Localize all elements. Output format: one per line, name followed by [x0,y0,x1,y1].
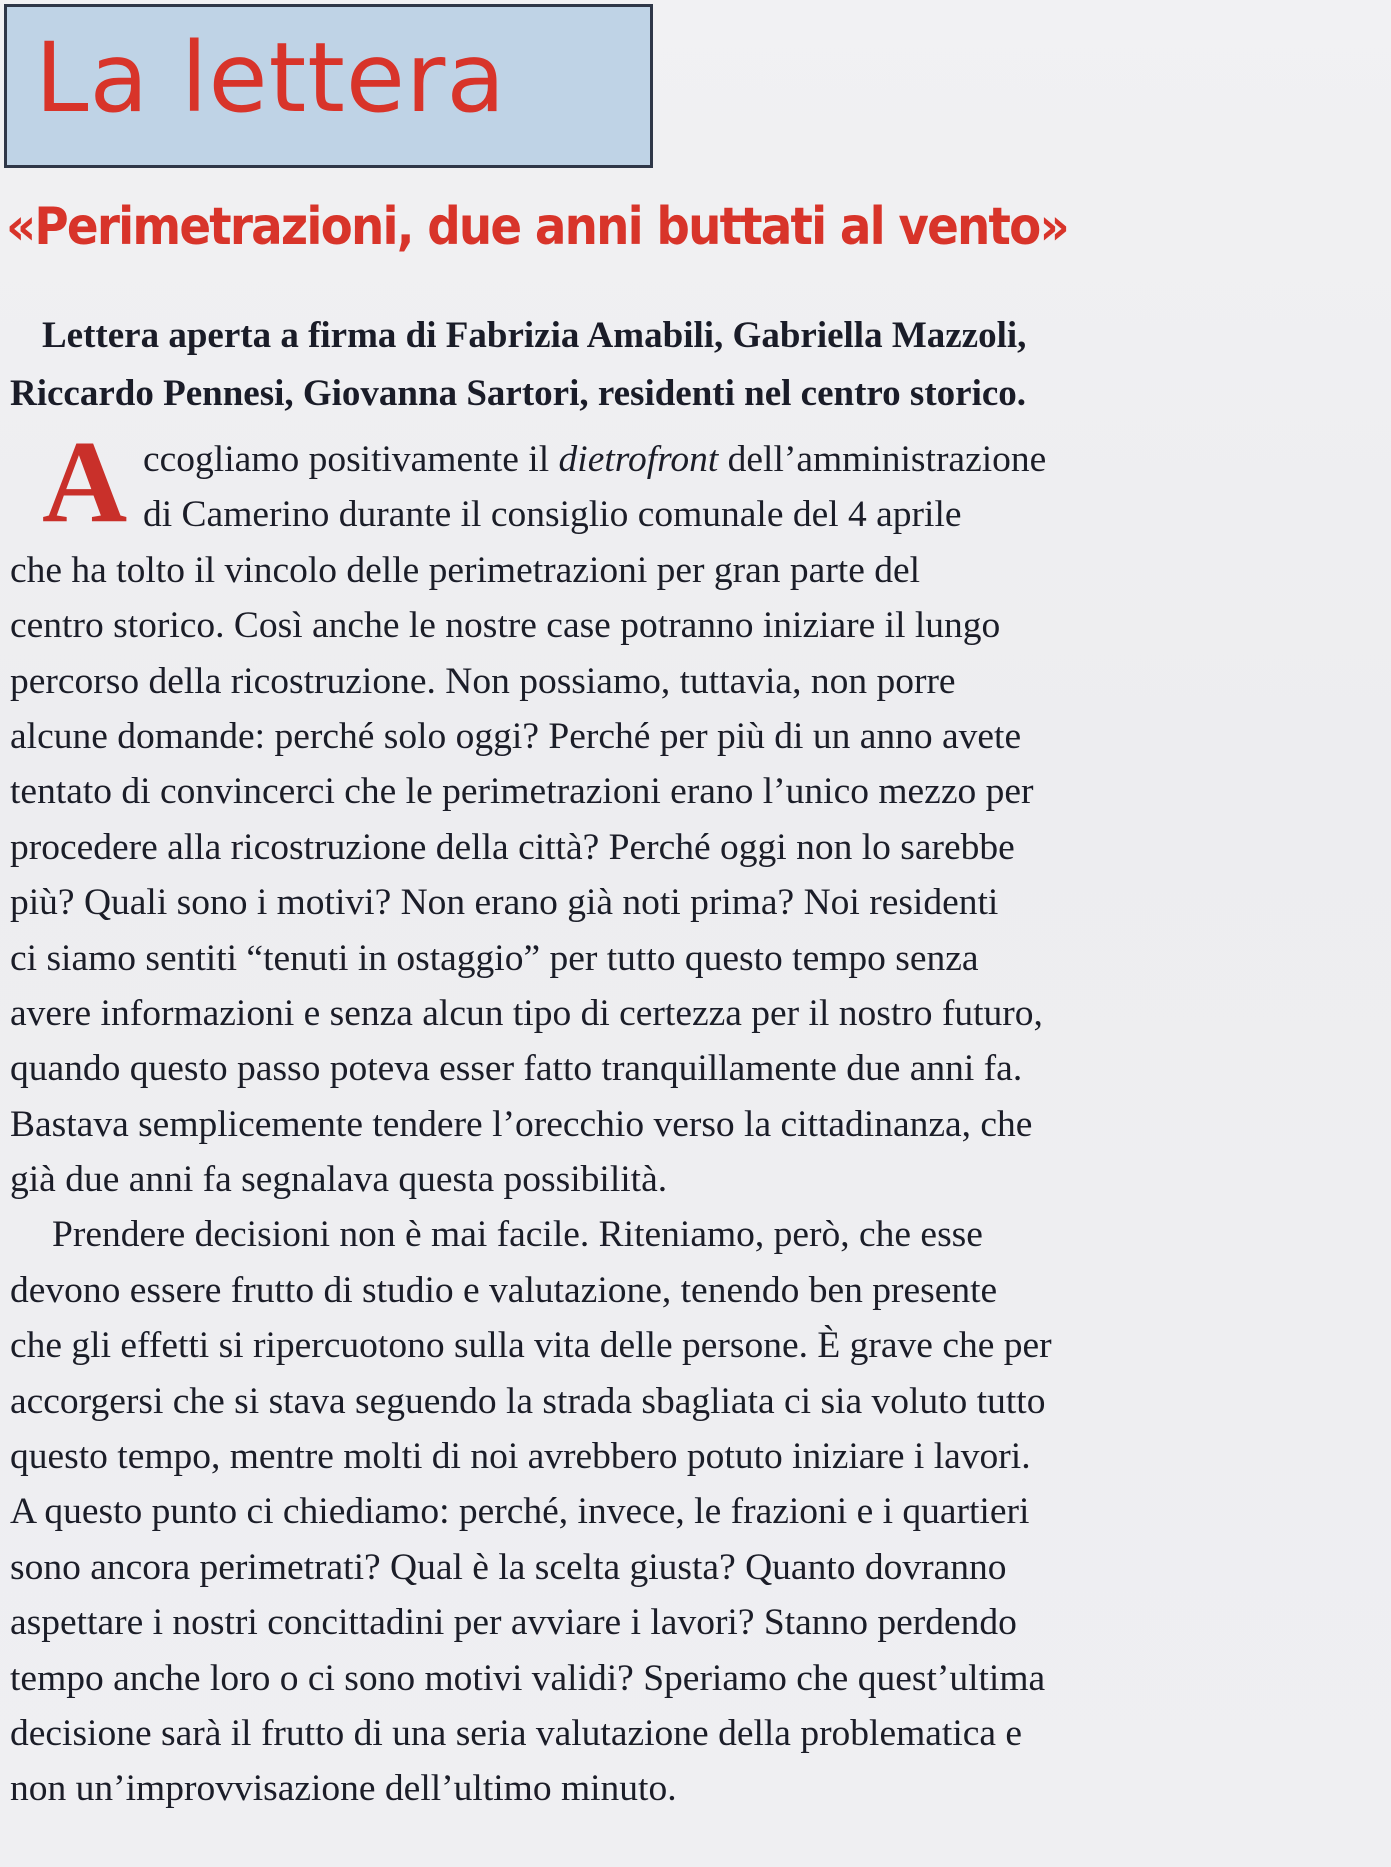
body-line: già due anni fa segnalava questa possibilità. [10,1159,668,1201]
body-line: ci siamo sentiti “tenuti in ostaggio” per tutto questo tempo senza [10,937,979,979]
body-line: sono ancora perimetrati? Qual è la scelta giusta? Quanto dovranno [10,1546,1007,1588]
body-line: ccogliamo positivamente il dietrofront dell’amministrazione [143,439,1047,480]
section-label: La lettera [35,22,507,134]
body-line: di Camerino durante il consiglio comunale del 4 aprile [143,494,962,536]
italic-term: dietrofront [558,439,719,480]
body-line: A questo punto ci chiediamo: perché, invece, le frazioni e i quartieri [10,1491,1030,1533]
drop-cap: A [42,416,128,547]
body-line: più? Quali sono i motivi? Non erano già noti prima? Noi residenti [10,882,999,924]
body-line: che ha tolto il vincolo delle perimetrazioni per gran parte del [10,549,921,591]
article-lead [10,307,1385,423]
body-line: devono essere frutto di studio e valutazione, tenendo ben presente [10,1269,998,1311]
body-line: tentato di convincerci che le perimetrazioni erano l’unico mezzo per [10,771,1034,813]
body-line: non un’improvvisazione dell’ultimo minuto. [10,1768,677,1810]
body-line: Bastava semplicemente tendere l’orecchio verso la cittadinanza, che [10,1103,1033,1145]
body-line: centro storico. Così anche le nostre case potranno iniziare il lungo [10,605,1001,647]
body-line: che gli effetti si ripercuotono sulla vita delle persone. È grave che per [10,1325,1052,1367]
body-line: alcune domande: perché solo oggi? Perché per più di un anno avete [10,715,1022,757]
body-line: percorso della ricostruzione. Non possiamo, tuttavia, non porre [10,660,956,702]
lead-line: Riccardo Pennesi, Giovanna Sartori, residenti nel centro storico. [10,373,1027,414]
body-line: Prendere decisioni non è mai facile. Riteniamo, però, che esse [52,1214,983,1256]
body-line: decisione sarà il frutto di una seria valutazione della problematica e [10,1712,1023,1754]
body-line: questo tempo, mentre molti di noi avrebbero potuto iniziare i lavori. [10,1436,1031,1478]
body-line: procedere alla ricostruzione della città? Perché oggi non lo sarebbe [10,826,1015,868]
body-line: tempo anche loro o ci sono motivi validi? Speriamo che quest’ultima [10,1657,1046,1699]
body-line: quando questo passo poteva esser fatto tranquillamente due anni fa. [10,1048,1023,1090]
body-line: aspettare i nostri concittadini per avviare i lavori? Stanno perdendo [10,1602,1017,1644]
section-label-box [4,4,653,168]
article-body [10,416,1385,1817]
body-line: avere informazioni e senza alcun tipo di certezza per il nostro futuro, [10,992,1043,1034]
lead-line: Lettera aperta a firma di Fabrizia Amabili, Gabriella Mazzoli, [42,315,1027,356]
article-headline: «Perimetrazioni, due anni buttati al vento» [6,197,1068,257]
body-line: accorgersi che si stava seguendo la strada sbagliata ci sia voluto tutto [10,1380,1046,1422]
